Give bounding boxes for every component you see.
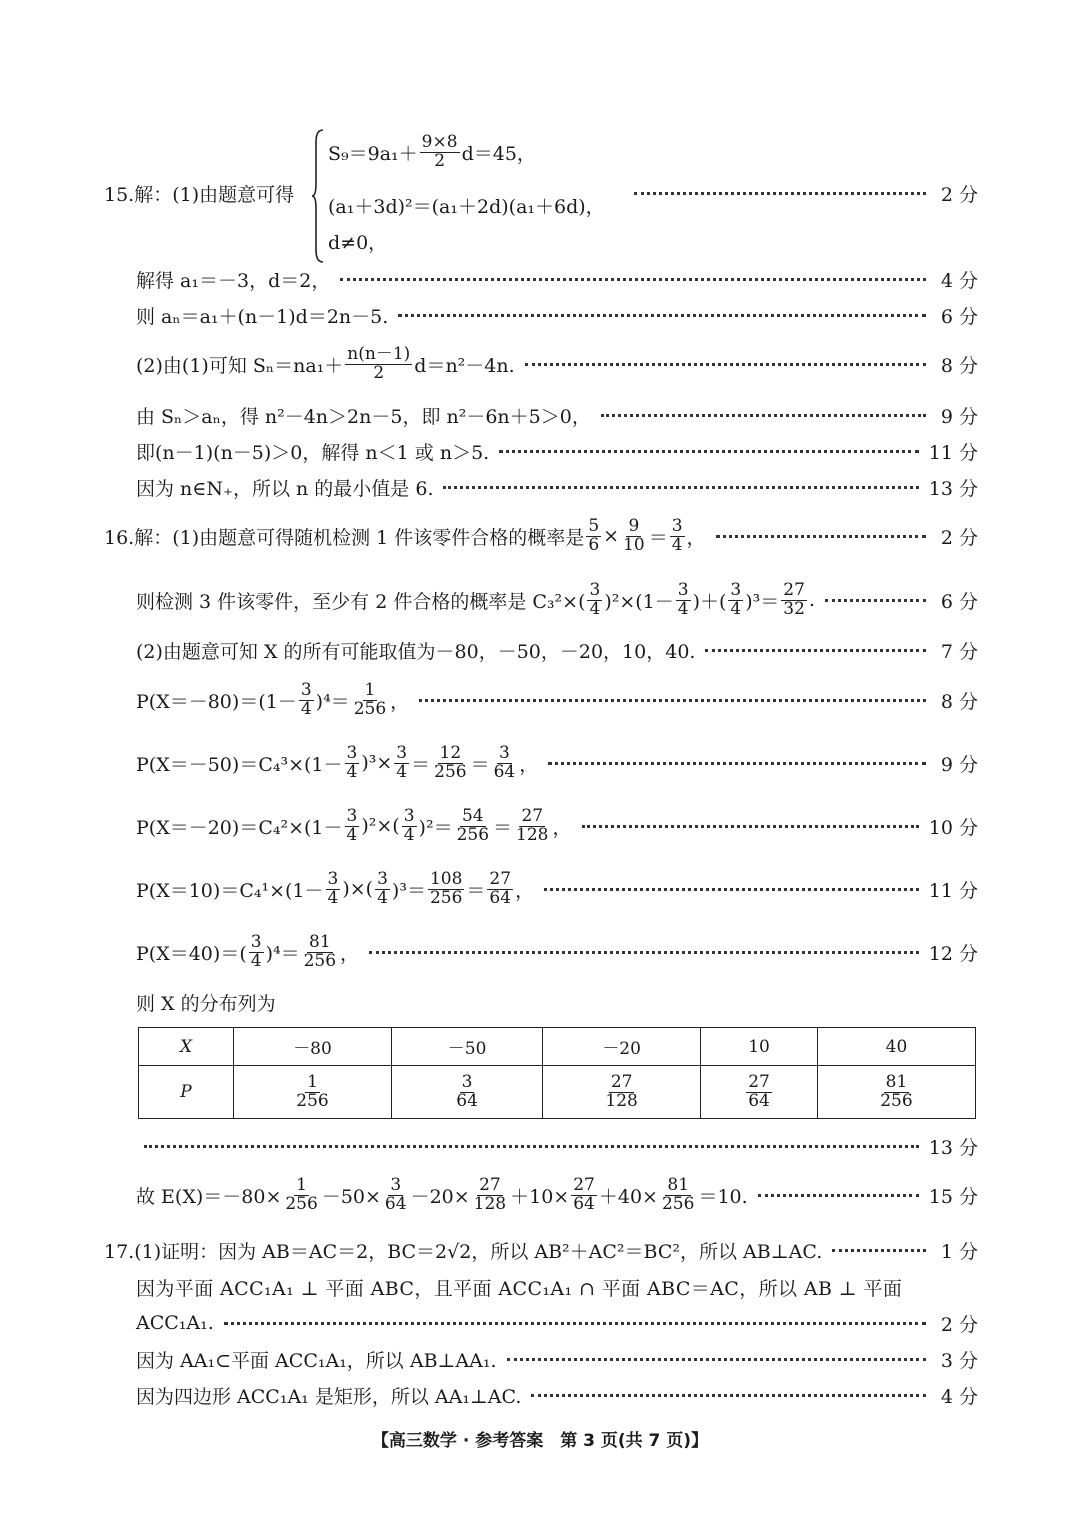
p17-line-2: 因为平面 ACC₁A₁ ⊥ 平面 ABC，且平面 ACC₁A₁ ∩ 平面 ABC＝AC，所以 AB ⊥ 平面 xyxy=(136,1277,903,1300)
system-eq-2: (a₁＋3d)²＝(a₁＋2d)(a₁＋6d)， xyxy=(328,196,605,218)
p15-line-2: 解得 a₁＝－3，d＝2， 4 分 xyxy=(136,269,978,292)
p16-line-2: 则检测 3 件该零件，至少有 2 件合格的概率是 C₃²×( $\frac{3}{4}$ )²×(1－ $\frac{3}{4}$ )＋( $\frac{3}{4}$ )³＝ $\frac{27}{32}$ . 6 分 xyxy=(136,579,978,619)
distribution-table xyxy=(138,1027,976,1119)
p17-line-4: 因为 AA₁⊂平面 ACC₁A₁，所以 AB⊥AA₁. 3 分 xyxy=(136,1349,978,1372)
p16-line-1: 16.解：(1)由题意可得随机检测 1 件该零件合格的概率是 $\frac{5}{6}$ × $\frac{9}{10}$ ＝ $\frac{3}{4}$ ， 2 分 xyxy=(104,515,978,555)
p16-eq-4: P(X＝10)＝C₄¹×(1－ $\frac{3}{4}$ )×( $\frac{3}{4}$ )³＝ $\frac{108}{256}$ ＝ $\frac{27}{64}$ ， 11 分 xyxy=(136,868,978,908)
page-footer: 【高三数学 · 参考答案 第 3 页(共 7 页)】 xyxy=(371,1431,709,1451)
p17-line-5: 因为四边形 ACC₁A₁ 是矩形，所以 AA₁⊥AC. 4 分 xyxy=(136,1385,978,1408)
p16-expectation: 故 E(X)＝－80× $\frac{1}{256}$ －50× $\frac{3}{64}$ －20× $\frac{27}{128}$ ＋10× $\frac{27}{64}$ ＋40× $\frac{81}{256}$ ＝10. 15 分 xyxy=(136,1174,978,1214)
p15-head: 15.解：(1)由题意可得 xyxy=(104,183,295,206)
p16-eq-3: P(X＝－20)＝C₄²×(1－ $\frac{3}{4}$ )²×( $\frac{3}{4}$ )²＝ $\frac{54}{256}$ ＝ $\frac{27}{128}$ ， 10 分 xyxy=(136,805,978,845)
system-eq-3: d≠0， xyxy=(328,232,388,254)
p15-line-3: 则 aₙ＝a₁＋(n－1)d＝2n－5. 6 分 xyxy=(136,305,978,328)
left-brace-icon xyxy=(312,128,324,264)
table-row: X －80 －50 －20 10 40 xyxy=(139,1028,976,1066)
table-row: P $\frac{1}{256}$ $\frac{3}{64}$ $\frac{27}{128}$ $\frac{27}{64}$ $\frac{81}{256}$ xyxy=(139,1066,976,1119)
p16-eq-2: P(X＝－50)＝C₄³×(1－ $\frac{3}{4}$ )³× $\frac{3}{4}$ ＝ $\frac{12}{256}$ ＝ $\frac{3}{64}$ ， 9 分 xyxy=(136,742,978,782)
p15-line-6: 即(n－1)(n－5)＞0，解得 n＜1 或 n＞5. 11 分 xyxy=(136,441,978,464)
p16-eq-5: P(X＝40)＝( $\frac{3}{4}$ )⁴＝ $\frac{81}{256}$ ， 12 分 xyxy=(136,931,978,971)
p15-equation-system xyxy=(312,128,652,264)
p15-line-4: (2)由(1)可知 Sₙ＝na₁＋ $\frac{n(n-1)}{2}$ d＝n²－4n. 8 分 xyxy=(136,343,978,383)
p15-line-7: 因为 n∈N₊，所以 n 的最小值是 6. 13 分 xyxy=(136,477,978,500)
system-eq-1: S₉＝9a₁＋ $\frac{9\times 8}{2}$ d＝45， xyxy=(328,132,536,171)
score: 2 分 xyxy=(940,183,978,206)
p17-line-1: 17.(1)证明：因为 AB＝AC＝2，BC＝2√2，所以 AB²＋AC²＝BC²，所以 AB⊥AC. 1 分 xyxy=(104,1240,978,1263)
p16-eq-1: P(X＝－80)＝(1－ $\frac{3}{4}$ )⁴＝ $\frac{1}{256}$ ， 8 分 xyxy=(136,679,978,719)
p15-line-5: 由 Sₙ＞aₙ，得 n²－4n＞2n－5，即 n²－6n＋5＞0， 9 分 xyxy=(136,405,978,428)
p16-line-9: 则 X 的分布列为 xyxy=(136,992,276,1015)
p16-line-3: (2)由题意可知 X 的所有可能取值为－80，－50，－20，10，40. 7 分 xyxy=(136,640,978,663)
dot-leader xyxy=(634,192,926,195)
p16-table-score-line: 13 分 xyxy=(144,1128,978,1164)
p17-line-3: ACC₁A₁. 2 分 xyxy=(136,1312,978,1336)
